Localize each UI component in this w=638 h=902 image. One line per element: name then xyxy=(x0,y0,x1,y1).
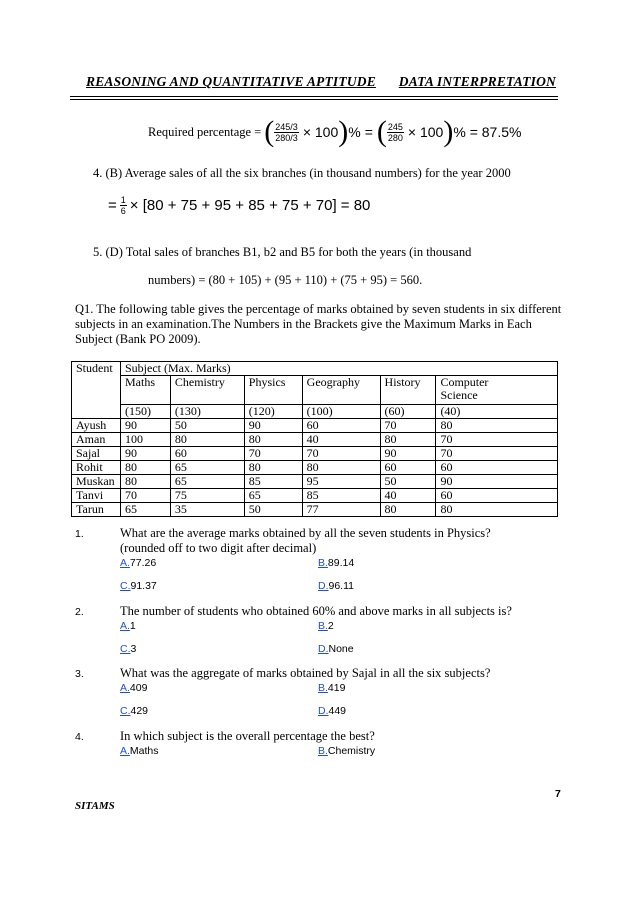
mark-geography: 95 xyxy=(302,475,380,489)
mark-history: 50 xyxy=(380,475,436,489)
fraction-one-denominator-divisor: 3 xyxy=(292,132,298,143)
header-right-title: DATA INTERPRETATION xyxy=(398,74,556,89)
max-marks-chemistry: (130) xyxy=(170,405,244,419)
mark-chemistry: 35 xyxy=(170,503,244,517)
mark-physics: 70 xyxy=(244,447,302,461)
header-rule-bottom xyxy=(70,99,558,100)
option-value: 77.26 xyxy=(129,557,157,569)
header-rule-top xyxy=(70,96,558,97)
question-text: In which subject is the overall percentage the best? xyxy=(120,729,375,743)
student-name: Rohit xyxy=(72,461,121,475)
times-hundred-two: × 100 xyxy=(407,124,444,140)
option-value: Chemistry xyxy=(327,745,376,757)
option-letter[interactable]: D. xyxy=(318,705,329,717)
mark-physics: 85 xyxy=(244,475,302,489)
mark-maths: 90 xyxy=(120,419,170,433)
mark-maths: 80 xyxy=(120,461,170,475)
equation-equals: = xyxy=(108,196,117,214)
max-marks-geography: (100) xyxy=(302,405,380,419)
mark-maths: 90 xyxy=(120,447,170,461)
table-row xyxy=(72,419,558,433)
fraction-one-numerator-divisor: 3 xyxy=(292,121,298,132)
option-d[interactable] xyxy=(318,580,354,592)
mark-computer-science: 70 xyxy=(436,433,558,447)
one-sixth-fraction xyxy=(120,195,127,216)
mark-physics: 50 xyxy=(244,503,302,517)
mark-geography: 85 xyxy=(302,489,380,503)
required-percentage-label: Required percentage = xyxy=(148,124,262,139)
subject-maths: Maths xyxy=(120,376,170,405)
option-letter[interactable]: B. xyxy=(318,745,328,757)
mark-history: 80 xyxy=(380,433,436,447)
question-text: What was the aggregate of marks obtained by Sajal in all the six subjects? xyxy=(120,666,491,680)
mark-physics: 80 xyxy=(244,433,302,447)
option-c[interactable] xyxy=(120,643,136,655)
table-row xyxy=(72,489,558,503)
mark-chemistry: 65 xyxy=(170,461,244,475)
subject-geography: Geography xyxy=(302,376,380,405)
student-name: Muskan xyxy=(72,475,121,489)
page-number: 7 xyxy=(555,788,561,800)
option-letter[interactable]: A. xyxy=(120,557,130,569)
option-value: Maths xyxy=(129,745,159,757)
option-b[interactable] xyxy=(318,682,345,694)
mark-chemistry: 60 xyxy=(170,447,244,461)
mark-history: 80 xyxy=(380,503,436,517)
equals-sign: = xyxy=(364,124,373,140)
one-sixth-denominator: 6 xyxy=(120,205,126,216)
mark-chemistry: 80 xyxy=(170,433,244,447)
option-letter[interactable]: C. xyxy=(120,643,131,655)
max-marks-maths: (150) xyxy=(120,405,170,419)
option-value: 409 xyxy=(129,682,148,694)
option-value: 89.14 xyxy=(327,557,355,569)
mark-history: 60 xyxy=(380,461,436,475)
option-letter[interactable]: D. xyxy=(318,643,329,655)
equation-sum: × [80 + 75 + 95 + 85 + 75 + 70] = 80 xyxy=(129,196,371,214)
option-d[interactable] xyxy=(318,643,354,655)
table-row xyxy=(72,503,558,517)
option-value: 96.11 xyxy=(328,580,354,592)
option-value: 91.37 xyxy=(130,580,157,592)
option-letter[interactable]: B. xyxy=(318,682,328,694)
mark-geography: 77 xyxy=(302,503,380,517)
max-marks-history: (60) xyxy=(380,405,436,419)
option-a[interactable] xyxy=(120,745,159,757)
question-number: 1. xyxy=(75,528,84,540)
mark-history: 70 xyxy=(380,419,436,433)
one-sixth-numerator: 1 xyxy=(120,194,126,205)
close-paren-two: ) xyxy=(443,115,454,148)
max-marks-row xyxy=(72,405,558,419)
mark-maths: 80 xyxy=(120,475,170,489)
mark-computer-science: 60 xyxy=(436,461,558,475)
subject-column-header: Subject (Max. Marks) xyxy=(120,362,557,376)
question-intro xyxy=(75,302,575,347)
mark-geography: 40 xyxy=(302,433,380,447)
open-paren: ( xyxy=(264,115,275,148)
max-marks-physics: (120) xyxy=(244,405,302,419)
mark-physics: 65 xyxy=(244,489,302,503)
table-row xyxy=(72,433,558,447)
student-name: Tanvi xyxy=(72,489,121,503)
subject-history: History xyxy=(380,376,436,405)
question-number: 3. xyxy=(75,668,84,680)
fraction-one-numerator: 245 xyxy=(275,121,291,132)
question-text: What are the average marks obtained by all the seven students in Physics? xyxy=(120,526,491,540)
table-row xyxy=(72,475,558,489)
option-letter[interactable]: B. xyxy=(318,620,328,632)
mark-physics: 90 xyxy=(244,419,302,433)
option-value: 449 xyxy=(328,705,347,717)
option-letter[interactable]: C. xyxy=(120,705,131,717)
mark-history: 90 xyxy=(380,447,436,461)
max-marks-computer-science: (40) xyxy=(436,405,558,419)
fraction-one-denominator: 280 xyxy=(275,132,291,143)
option-letter[interactable]: C. xyxy=(120,580,131,592)
option-b[interactable] xyxy=(318,745,375,757)
option-d[interactable] xyxy=(318,705,346,717)
fraction-two-numerator: 245 xyxy=(387,121,403,132)
option-value: None xyxy=(328,643,354,655)
header-left-title: REASONING AND QUANTITATIVE APTITUDE xyxy=(86,74,376,89)
option-letter[interactable]: B. xyxy=(318,557,328,569)
result-value: % = 87.5% xyxy=(453,124,522,140)
option-b[interactable] xyxy=(318,620,334,632)
mark-computer-science: 90 xyxy=(436,475,558,489)
table-row xyxy=(72,461,558,475)
option-letter[interactable]: A. xyxy=(120,620,130,632)
student-column-header: Student xyxy=(72,362,121,419)
option-letter[interactable]: D. xyxy=(318,580,329,592)
question-intro-line-1: Q1. The following table gives the percentage of marks obtained by seven students in six different xyxy=(75,302,562,316)
mark-maths: 65 xyxy=(120,503,170,517)
fraction-two xyxy=(387,122,404,143)
marks-table xyxy=(71,361,558,517)
solution-item-4: 4. (B) Average sales of all the six branches (in thousand numbers) for the year 2000 xyxy=(93,166,511,180)
mark-history: 40 xyxy=(380,489,436,503)
percent-sign: % xyxy=(348,124,361,140)
mark-geography: 70 xyxy=(302,447,380,461)
question-text-line-2: (rounded off to two digit after decimal) xyxy=(120,541,317,555)
subject-computer-line-1: Computer xyxy=(440,375,489,389)
mark-maths: 70 xyxy=(120,489,170,503)
footer-institution: SITAMS xyxy=(75,800,115,812)
times-hundred-one: × 100 xyxy=(302,124,339,140)
mark-computer-science: 80 xyxy=(436,503,558,517)
option-value: 419 xyxy=(327,682,346,694)
option-letter[interactable]: A. xyxy=(120,682,130,694)
question-number: 2. xyxy=(75,606,84,618)
subject-name-row xyxy=(72,376,558,405)
option-value: 1 xyxy=(129,620,136,632)
mark-geography: 80 xyxy=(302,461,380,475)
option-a[interactable] xyxy=(120,682,147,694)
fraction-two-denominator: 280 xyxy=(387,132,403,143)
subject-computer-line-2: Science xyxy=(440,388,478,402)
option-letter[interactable]: A. xyxy=(120,745,130,757)
solution-item-5-line-2: numbers) = (80 + 105) + (95 + 110) + (75 + 95) = 560. xyxy=(148,273,423,287)
required-percentage-formula xyxy=(148,112,521,152)
subject-computer-science xyxy=(436,376,558,405)
question-intro-line-3: Subject (Bank PO 2009). xyxy=(75,332,201,346)
mark-computer-science: 80 xyxy=(436,419,558,433)
open-paren-two: ( xyxy=(376,115,387,148)
student-name: Tarun xyxy=(72,503,121,517)
mark-chemistry: 65 xyxy=(170,475,244,489)
mark-maths: 100 xyxy=(120,433,170,447)
student-name: Aman xyxy=(72,433,121,447)
option-a[interactable] xyxy=(120,620,136,632)
fraction-one: $\frac{245/3}{280/3}$ xyxy=(275,121,298,143)
option-b[interactable] xyxy=(318,557,354,569)
option-c[interactable] xyxy=(120,705,148,717)
student-name: Ayush xyxy=(72,419,121,433)
table-header-row xyxy=(72,362,558,376)
option-value: 429 xyxy=(130,705,149,717)
mark-computer-science: 70 xyxy=(436,447,558,461)
mark-geography: 60 xyxy=(302,419,380,433)
student-name: Sajal xyxy=(72,447,121,461)
page-header xyxy=(86,74,556,94)
table-row xyxy=(72,447,558,461)
option-a[interactable] xyxy=(120,557,156,569)
question-text: The number of students who obtained 60% and above marks in all subjects is? xyxy=(120,604,512,618)
close-paren: ) xyxy=(338,115,349,148)
question-intro-line-2: subjects in an examination.The Numbers in the Brackets give the Maximum Marks in Each xyxy=(75,317,532,331)
mark-chemistry: 75 xyxy=(170,489,244,503)
subject-chemistry: Chemistry xyxy=(170,376,244,405)
mark-physics: 80 xyxy=(244,461,302,475)
option-value: 3 xyxy=(130,643,137,655)
mark-chemistry: 50 xyxy=(170,419,244,433)
option-c[interactable] xyxy=(120,580,157,592)
solution-item-4-equation xyxy=(108,190,370,220)
option-value: 2 xyxy=(327,620,334,632)
mark-computer-science: 60 xyxy=(436,489,558,503)
question-number: 4. xyxy=(75,731,84,743)
subject-physics: Physics xyxy=(244,376,302,405)
solution-item-5-line-1: 5. (D) Total sales of branches B1, b2 and B5 for both the years (in thousand xyxy=(93,245,472,259)
